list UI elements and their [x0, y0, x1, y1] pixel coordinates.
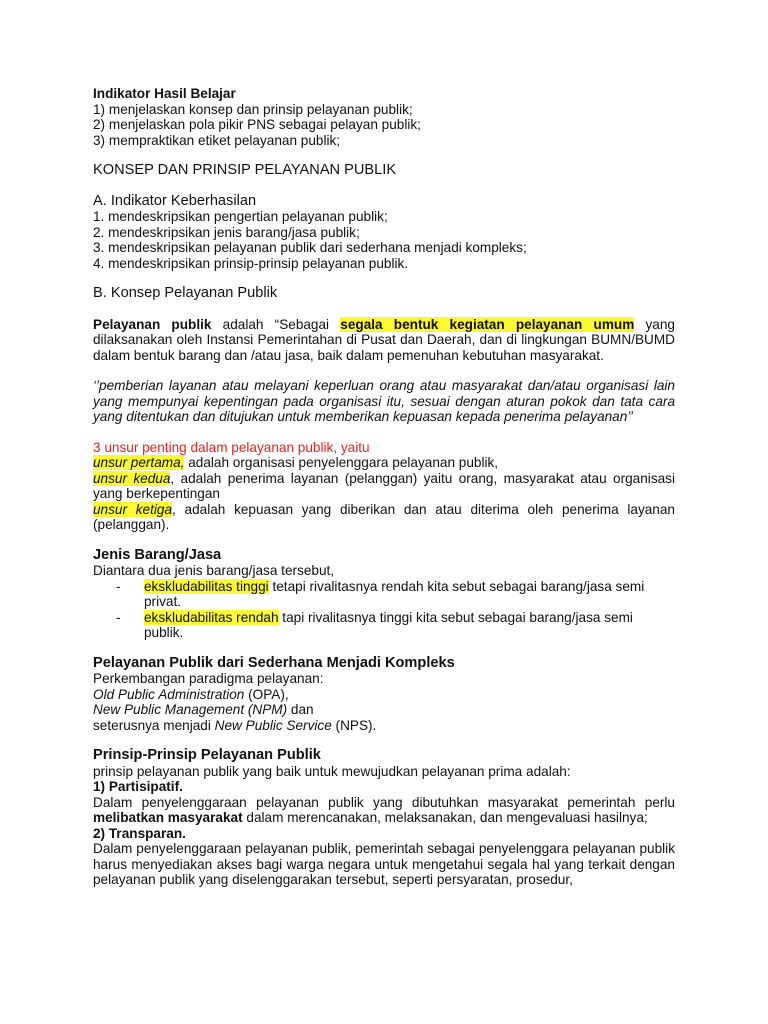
kompleks-intro: Perkembangan paradigma pelayanan:	[93, 671, 324, 686]
jenis-title: Jenis Barang/Jasa	[93, 546, 222, 563]
definition-paragraph	[93, 317, 675, 364]
unsur-term: unsur kedua	[93, 470, 171, 486]
unsur-term: unsur ketiga	[93, 501, 173, 517]
paradigm-opa	[93, 687, 675, 703]
prinsip-1-text	[93, 795, 675, 826]
unsur-text: , adalah penerima layanan (pelanggan) yaitu orang, masyarakat atau organisasi yang berkepentingan	[93, 470, 675, 501]
dash-bullet: -	[116, 578, 121, 594]
definition-term: Pelayanan publik	[93, 316, 212, 332]
paradigm-nps-name: New Public Service	[214, 717, 332, 733]
section-b-title: B. Konsep Pelayanan Publik	[93, 285, 278, 301]
jenis-text: tetapi rivalitasnya rendah kita sebut sebagai barang/jasa semi privat.	[144, 578, 645, 609]
indikator-hasil-title: Indikator Hasil Belajar	[93, 86, 236, 101]
unsur-text: , adalah kepuasan yang diberikan dan atau diterima oleh penerima layanan (pelanggan).	[93, 501, 675, 532]
paradigm-nps-rest: (NPS).	[331, 717, 377, 733]
definition-adalah: adalah “Sebagai	[222, 316, 330, 332]
unsur-item	[93, 471, 675, 502]
main-title: KONSEP DAN PRINSIP PELAYANAN PUBLIK	[93, 162, 397, 178]
unsur-item	[93, 455, 675, 471]
section-a-item: 3. mendeskripsikan pelayanan publik dari sederhana menjadi kompleks;	[93, 240, 527, 255]
paradigm-nps-pre: seterusnya menjadi	[93, 717, 215, 733]
prinsip-1-title: 1) Partisipatif.	[93, 779, 183, 794]
document-content	[93, 86, 675, 888]
prinsip-title: Prinsip-Prinsip Pelayanan Publik	[93, 747, 321, 763]
prinsip-1-bold: melibatkan masyarakat	[93, 810, 243, 825]
paradigm-nps	[93, 718, 675, 734]
prinsip-1-pre: Dalam penyelenggaraan pelayanan publik yang dibutuhkan masyarakat pemerintah perlu	[93, 794, 675, 810]
definition-quote: ‘’pemberian layanan atau melayani keperluan orang atau masyarakat dan/atau organisasi lain yang mempunyai kepentingan pada organisasi itu, sesuai dengan aturan pokok dan tata cara yang ditentukan dan ditujukan untuk memberikan kepuasan kepada penerima pelayanan’’	[93, 378, 675, 424]
paradigm-opa-rest: (OPA),	[244, 686, 289, 702]
definition-rest: yang dilaksanakan oleh Instansi Pemerintahan di Pusat dan Daerah, dan di lingkungan BUMN/BUMD dalam bentuk barang dan /atau jasa, baik dalam pemenuhan kebutuhan masyarakat.	[93, 316, 675, 363]
dash-bullet: -	[116, 609, 121, 625]
unsur-title: 3 unsur penting dalam pelayanan publik, yaitu	[93, 439, 370, 455]
jenis-item	[93, 579, 675, 610]
indikator-hasil-item: 2) menjelaskan pola pikir PNS sebagai pelayan publik;	[93, 117, 421, 132]
jenis-item	[93, 610, 675, 641]
prinsip-2-title: 2) Transparan.	[93, 825, 186, 841]
paradigm-npm-rest: dan	[287, 702, 314, 717]
prinsip-1-rest: dalam merencanakan, melaksanakan, dan mengevaluasi hasilnya;	[242, 810, 648, 825]
prinsip-intro: prinsip pelayanan publik yang baik untuk mewujudkan pelayanan prima adalah:	[93, 763, 571, 779]
paradigm-npm-name: New Public Management (NPM)	[93, 702, 288, 717]
definition-highlight: segala bentuk kegiatan pelayanan umum	[340, 316, 635, 332]
section-a-title: A. Indikator Keberhasilan	[93, 192, 257, 209]
indikator-hasil-item: 1) menjelaskan konsep dan prinsip pelayanan publik;	[93, 101, 413, 117]
indikator-hasil-item: 3) mempraktikan etiket pelayanan publik;	[93, 132, 341, 148]
jenis-highlight: ekskludabilitas rendah	[144, 609, 279, 625]
section-a-item: 2. mendeskripsikan jenis barang/jasa publik;	[93, 224, 360, 240]
unsur-text: adalah organisasi penyelenggara pelayanan publik,	[184, 455, 499, 470]
jenis-highlight: ekskludabilitas tinggi	[144, 578, 269, 594]
section-a-item: 1. mendeskripsikan pengertian pelayanan publik;	[93, 209, 388, 224]
paradigm-opa-name: Old Public Administration	[93, 686, 245, 702]
unsur-item	[93, 502, 675, 533]
unsur-term: unsur pertama,	[93, 455, 185, 470]
kompleks-title: Pelayanan Publik dari Sederhana Menjadi Kompleks	[93, 654, 455, 671]
section-a-item: 4. mendeskripsikan prinsip-prinsip pelayanan publik.	[93, 255, 409, 271]
prinsip-2-text: Dalam penyelenggaraan pelayanan publik, pemerintah sebagai penyelenggara pelayanan publik harus menyediakan akses bagi warga negara untuk mengetahui segala hal yang terkait dengan pelayanan publik yang diselenggarakan tersebut, seperti persyaratan, prosedur,	[93, 841, 675, 887]
jenis-intro: Diantara dua jenis barang/jasa tersebut,	[93, 563, 335, 578]
paradigm-npm	[93, 702, 675, 718]
jenis-text: tapi rivalitasnya tinggi kita sebut sebagai barang/jasa semi publik.	[144, 609, 633, 640]
